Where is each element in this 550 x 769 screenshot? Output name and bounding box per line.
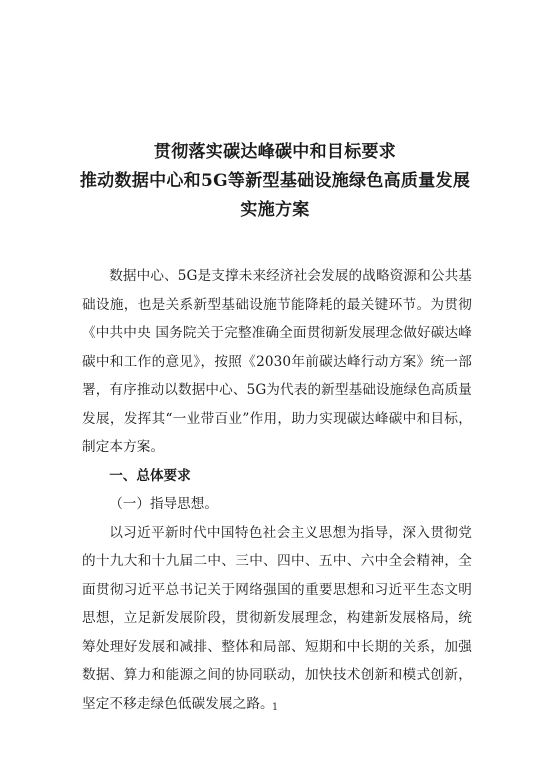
guiding-ideology-paragraph: 以习近平新时代中国特色社会主义思想为指导，深入贯彻党的十九大和十九届二中、三中、四中、五中、六中全会精神，全面贯彻习近平总书记关于网络强国的重要思想和习近平生态文明思想，立足新发展阶段，贯彻新发展理念，构建新发展格局，统筹处理好发展和减排、整体和局部、短期和中长期的关系，加强数据、算力和能源之间的协同联动，加快技术创新和模式创新，坚定不移走绿色低碳发展之路。 — [82, 524, 472, 712]
intro-paragraph: 数据中心、5G是支撑未来经济社会发展的战略资源和公共基础设施，也是关系新型基础设施节能降耗的最关键环节。为贯彻《中共中央 国务院关于完整准确全面贯彻新发展理念做好碳达峰碳中和工作的意见》，按照《2030年前碳达峰行动方案》统一部署，有序推动以数据中心、5G为代表的新型基础设施绿色高质量发展，发挥其“一业带百业”作用，助力实现碳达峰碳中和目标，制定本方案。 — [82, 268, 472, 455]
section-heading-general-requirements: 一、总体要求 — [109, 467, 191, 484]
subsection-heading-guiding-ideology: （一）指导思想。 — [109, 496, 218, 512]
title-line-1: 贯彻落实碳达峰碳中和目标要求 — [153, 142, 397, 162]
title-line-3: 实施方案 — [240, 200, 310, 220]
document-title — [0, 138, 550, 225]
document-body — [82, 262, 472, 718]
page-number: 1 — [271, 702, 279, 713]
title-line-2: 推动数据中心和5G等新型基础设施绿色高质量发展 — [79, 171, 471, 191]
